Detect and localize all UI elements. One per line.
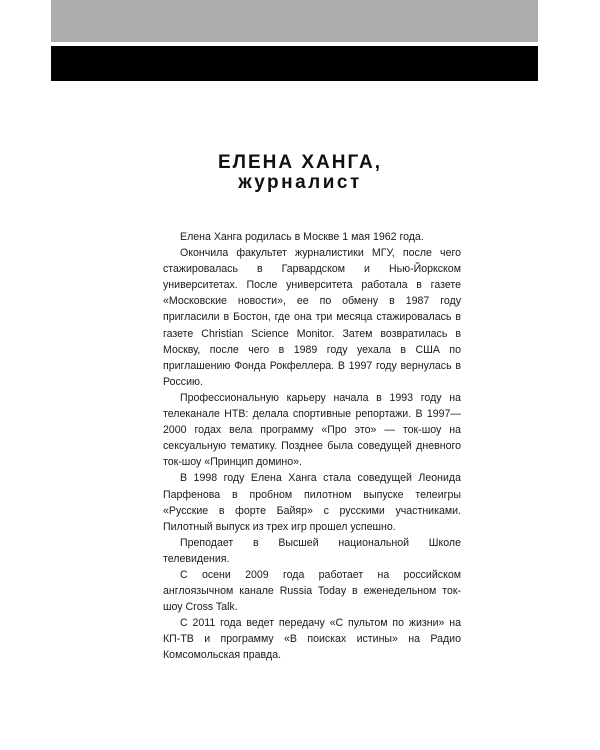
top-gray-band xyxy=(51,0,538,42)
paragraph: Окончила факультет журналистики МГУ, после чего стажировалась в Гарвардском и Нью-Йоркском университетах. После университета работала в газете «Московские новости», ее по обмену в 1987 году пригласили в Бостон, где она три месяца стажировалась в газете Christian Science Monitor. Затем возвратилась в Москву, после чего в 1989 году уехала в США по приглашению Фонда Рокфеллера. В 1997 году вернулась в Россию. xyxy=(163,247,461,388)
biography-text xyxy=(163,229,461,664)
paragraph: Елена Ханга родилась в Москве 1 мая 1962 года. xyxy=(180,231,424,243)
paragraph: В 1998 году Елена Ханга стала соведущей Леонида Парфенова в пробном пилотном выпуске телеигры «Русские в форте Байяр» с русскими участниками. Пилотный выпуск из трех игр прошел успешно. xyxy=(163,472,461,533)
paragraph: С 2011 года ведет передачу «С пультом по жизни» на КП-ТВ и программу «В поисках истины» на Радио Комсомольская правда. xyxy=(163,617,461,662)
page-title: ЕЛЕНА ХАНГА, xyxy=(217,152,383,173)
top-black-band xyxy=(51,46,538,81)
paragraph: С осени 2009 года работает на российском англоязычном канале Russia Today в еженедельном ток-шоу Cross Talk. xyxy=(163,568,461,614)
page-subtitle: журналист xyxy=(238,172,362,193)
paragraph: Преподает в Высшей национальной Школе телевидения. xyxy=(163,536,461,565)
paragraph: Профессиональную карьеру начала в 1993 году на телеканале НТВ: делала спортивные репортажи. В 1997—2000 годах вела программу «Про это» — ток-шоу на сексуальную тематику. Позднее была соведущей дневного ток-шоу «Принцип домино». xyxy=(163,391,461,469)
